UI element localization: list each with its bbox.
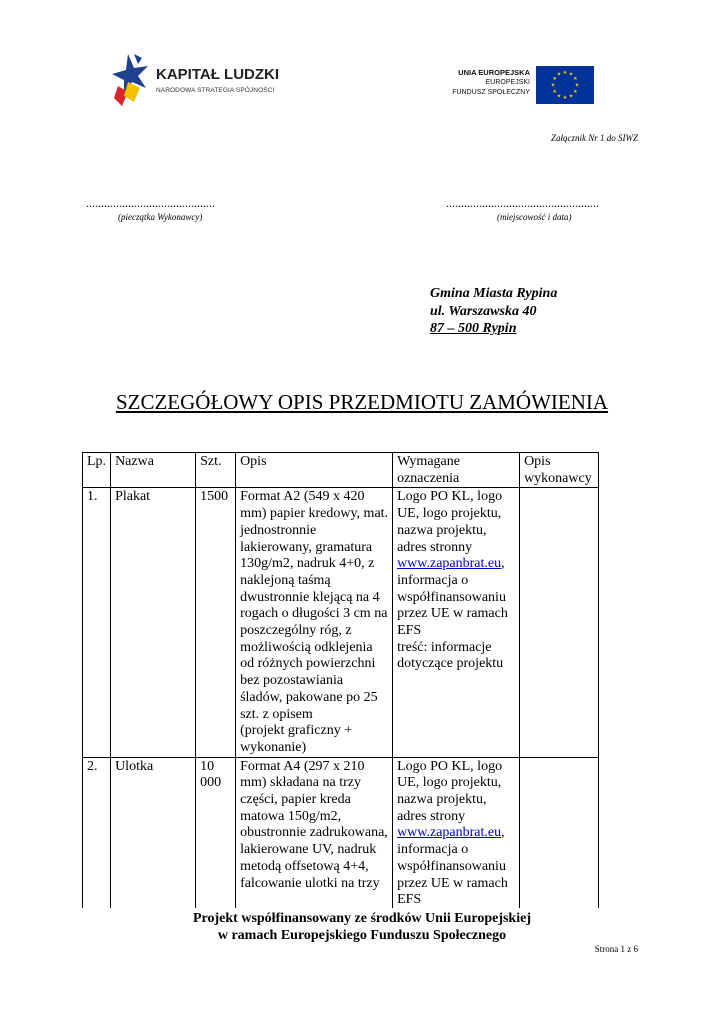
- eu-logo-line2: EUROPEJSKI: [485, 79, 530, 86]
- svg-text:★: ★: [562, 95, 568, 101]
- row-contractor: [520, 488, 599, 757]
- row-req: [393, 488, 520, 757]
- kapital-ludzki-title: KAPITAŁ LUDZKI: [156, 66, 280, 83]
- table-row: [83, 488, 599, 757]
- footer-line2: w ramach Europejskiego Funduszu Społecznego: [217, 928, 507, 943]
- row-lp: 2.: [83, 757, 111, 908]
- header-lp: Lp.: [83, 453, 111, 488]
- attachment-note: Załącznik Nr 1 do SIWZ: [550, 133, 638, 143]
- header-name: Nazwa: [111, 453, 196, 488]
- row-qty: 1500: [196, 488, 236, 757]
- svg-text:★: ★: [556, 71, 562, 78]
- project-website-link[interactable]: www.zapanbrat.eu: [397, 556, 502, 572]
- place-date-line: ...................................................: [446, 196, 599, 210]
- row-qty: 10 000: [196, 757, 236, 908]
- svg-text:★: ★: [573, 76, 578, 82]
- header-contractor: Opis wykonawcy: [520, 453, 599, 488]
- project-website-link[interactable]: www.zapanbrat.eu: [397, 825, 502, 841]
- svg-text:★: ★: [562, 70, 568, 76]
- row-req: [393, 757, 520, 908]
- kapital-ludzki-subtitle: NARODOWA STRATEGIA SPÓJNOŚCI: [156, 87, 275, 94]
- row-name: Ulotka: [111, 757, 196, 908]
- contractor-stamp-caption: (pieczątka Wykonawcy): [118, 212, 203, 222]
- svg-text:★: ★: [550, 82, 556, 89]
- footer-cofinancing: [0, 910, 724, 944]
- row-desc: Format A2 (549 x 420 mm) papier kredowy, mat. jednostronnie lakierowany, gramatura 130g/m2, nadruk 4+0, z naklejoną taśmą dwustronnie klejącą na 4 rogach o długości 3 cm na poszczególny róg, z możliwością odklejenia od różnych powierzchni bez pozostawiania śladów, pakowane po 25 szt. z opisem (projekt graficzny + wykonanie): [236, 488, 393, 757]
- page-number: Strona 1 z 6: [594, 944, 638, 954]
- table-row: [83, 757, 599, 908]
- eu-logo-line1: UNIA EUROPEJSKA: [458, 68, 530, 77]
- svg-text:★: ★: [552, 89, 557, 95]
- recipient-name: Gmina Miasta Rypina: [430, 286, 558, 301]
- svg-text:★: ★: [552, 76, 557, 82]
- header-qty: Szt.: [196, 453, 236, 488]
- contractor-stamp-line: ...........................................: [86, 196, 215, 210]
- table-header-row: [83, 453, 599, 488]
- recipient-postal: 87 – 500 Rypin: [430, 321, 517, 336]
- row-lp: 1.: [83, 488, 111, 757]
- svg-text:★: ★: [556, 93, 562, 100]
- row-req-text: Logo PO KL, logo UE, logo projektu, nazwa projektu, adres stronny: [397, 489, 503, 555]
- header-desc: Opis: [236, 453, 393, 488]
- document-title: SZCZEGÓŁOWY OPIS PRZEDMIOTU ZAMÓWIENIA: [115, 390, 609, 414]
- row-req-text-rest: , informacja o współfinansowaniu przez UE w ramach EFS: [397, 825, 508, 908]
- row-desc: Format A4 (297 x 210 mm) składana na trzy części, papier kreda matowa 150g/m2, obustronnie zadrukowana, lakierowane UV, nadruk metodą offsetową 4+4, falcowanie ulotki na trzy: [236, 757, 393, 908]
- recipient-street: ul. Warszawska 40: [430, 303, 537, 319]
- svg-text:★: ★: [568, 93, 574, 100]
- row-name: Plakat: [111, 488, 196, 757]
- place-date-caption: (miejscowość i data): [497, 212, 572, 222]
- header-req: Wymagane oznaczenia: [393, 453, 520, 488]
- row-req-text: Logo PO KL, logo UE, logo projektu, nazwa projektu, adres strony: [397, 758, 503, 824]
- row-contractor: [520, 757, 599, 908]
- eu-logo-line3: FUNDUSZ SPOŁECZNY: [452, 89, 530, 96]
- row-req-text-rest: , informacja o współfinansowaniu przez UE w ramach EFS treść: informacje dotyczące projektu: [397, 556, 508, 672]
- svg-text:★: ★: [573, 89, 578, 95]
- svg-text:★: ★: [568, 71, 574, 78]
- footer-line1: Projekt współfinansowany ze środków Unii Europejskiej: [193, 911, 531, 926]
- specification-table: [82, 452, 599, 908]
- svg-text:★: ★: [574, 82, 580, 89]
